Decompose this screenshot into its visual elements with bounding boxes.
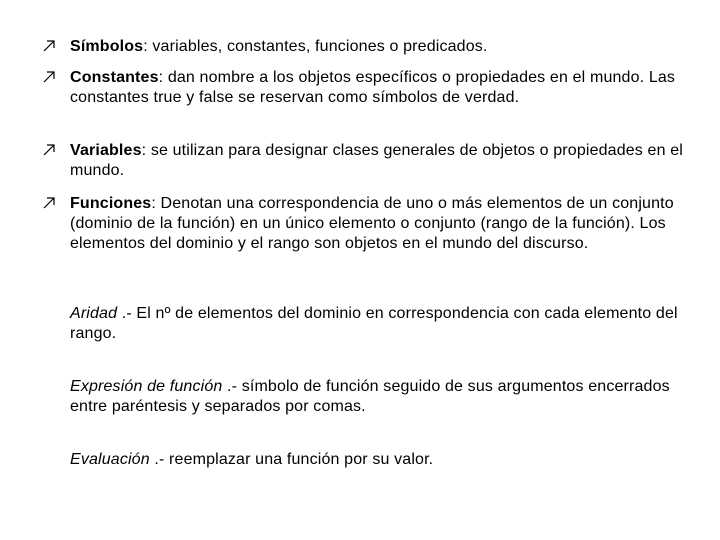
bullet-text [70,37,702,57]
bullet-term: Variables [70,142,142,159]
definition-description: .- El nº de elementos del dominio en correspondencia con cada elemento del rango. [70,305,678,342]
diagonal-arrow-icon [42,70,56,84]
bullet-description: : dan nombre a los objetos específicos o propiedades en el mundo. Las constantes true y false se reservan como símbolos de verdad. [70,69,676,106]
bullet-text [70,194,702,254]
diagonal-arrow-icon [42,39,56,53]
bullet-text [70,141,702,181]
definition-aridad [70,304,690,344]
bullet-description: : variables, constantes, funciones o predicados. [143,38,488,55]
definition-evaluacion [70,450,690,470]
bullet-funciones [42,194,702,254]
definition-expresion-de-funcion [70,377,690,417]
bullet-constantes [42,68,702,108]
definition-term: Expresión de función [70,378,223,395]
bullet-term: Funciones [70,195,152,212]
bullet-variables [42,141,702,181]
diagonal-arrow-icon [42,196,56,210]
bullet-description: : Denotan una correspondencia de uno o más elementos de un conjunto (dominio de la función) en un único elemento o conjunto (rango de la función). Los elementos del dominio y el rango son objetos en el mundo del discurso. [70,195,674,252]
definition-description: .- reemplazar una función por su valor. [149,451,434,468]
definition-description: .- símbolo de función seguido de sus argumentos encerrados entre paréntesis y separados por comas. [70,378,670,415]
bullet-text [70,68,702,108]
bullet-simbolos [42,37,702,57]
definition-term: Evaluación [70,451,150,468]
bullet-description: : se utilizan para designar clases generales de objetos o propiedades en el mundo. [70,142,683,179]
bullet-term: Constantes [70,69,159,86]
definition-term: Aridad [70,305,118,322]
diagonal-arrow-icon [42,143,56,157]
bullet-term: Símbolos [70,38,144,55]
